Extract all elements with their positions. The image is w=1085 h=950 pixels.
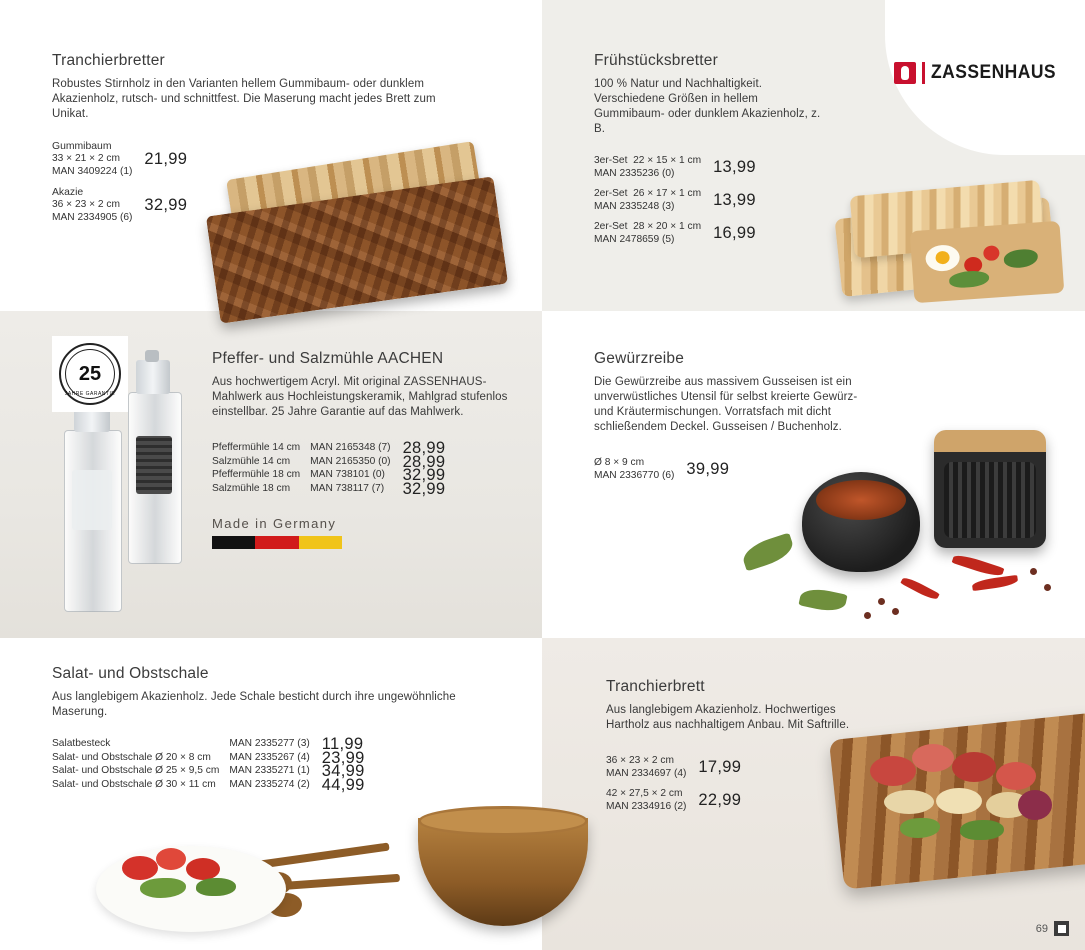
variant-article: MAN 738101 (0) (310, 469, 385, 480)
salad-leaf-image-1 (1003, 248, 1038, 268)
variant-cell (606, 755, 696, 781)
variant-cell (52, 140, 142, 179)
brand-logo (894, 62, 1067, 84)
platter-food-image-6 (936, 788, 982, 814)
variant-size: 36 × 23 × 2 cm (52, 199, 120, 210)
price-table (52, 140, 197, 225)
variant-article: MAN 3409224 (1) (52, 165, 133, 177)
salad-tomato-image-2 (156, 848, 186, 870)
product-description: 100 % Natur und Nachhaltigkeit. Verschiedene Größen in hellem Gummibaum- oder dunklem Akazienholz, z. B. (594, 78, 821, 135)
variant-price: 11,99 (321, 735, 364, 753)
product-block-fruehstuecksbretter (594, 52, 894, 247)
brand-name: ZASSENHAUS (931, 62, 1057, 83)
variant-cell (52, 186, 142, 225)
variant-cell (594, 155, 711, 181)
product-description: Aus hochwertigem Acryl. Mit original ZASSENHAUS-Mahlwerk aus Hochleistungskeramik, Mahlgrad stufenlos einstellbar. 25 Jahre Garantie auf das Mahlwerk. (212, 376, 508, 418)
variant-price: 13,99 (713, 158, 756, 177)
peppercorn-image-4 (1030, 568, 1037, 575)
variant-article: MAN 2336770 (6) (594, 469, 675, 481)
variant-label: Salatbesteck (52, 738, 111, 749)
spice-grater-lid-texture-image (944, 462, 1036, 538)
variant-price: 13,99 (713, 191, 756, 210)
variant-label-size: 2er-Set 28 × 20 × 1 cm (594, 221, 702, 232)
variant-price: 28,99 (402, 452, 446, 471)
variant-article: MAN 2335277 (3) (229, 738, 310, 749)
product-headline: Pfeffer- und Salzmühle AACHEN (212, 350, 444, 367)
salad-greens-image-2 (196, 878, 236, 896)
variant-article: MAN 2334905 (6) (52, 211, 133, 223)
breakfast-board-with-food-image (910, 221, 1065, 303)
product-block-muehle (212, 350, 532, 549)
variant-cell (594, 457, 684, 483)
warranty-seal-number: 25 (78, 363, 102, 385)
variant-label: Salzmühle 14 cm (212, 455, 291, 467)
price-table (212, 439, 455, 498)
price-table (606, 755, 751, 814)
zassenhaus-logo-icon (894, 62, 916, 84)
made-in-germany (212, 516, 532, 549)
pepper-mill-cap-image (136, 360, 170, 394)
peppercorn-image-2 (892, 608, 899, 615)
variant-price: 32,99 (144, 195, 188, 214)
variant-article: MAN 2334697 (4) (606, 767, 687, 779)
variant-label: Pfeffermühle 18 cm (212, 469, 301, 480)
product-description: Die Gewürzreibe aus massivem Gusseisen ist ein unverwüstliches Utensil für selbst kreierte Gewürz- und Kräutermischungen. Vorratsfach mit dicht schließendem Deckel. Gusseisen / Buchenholz. (594, 376, 858, 433)
egg-image (925, 244, 961, 272)
variant-article: MAN 2478659 (5) (594, 233, 675, 245)
logo-divider-icon (922, 62, 925, 84)
platter-food-image-10 (1018, 790, 1052, 820)
variant-title: Akazie (52, 187, 84, 198)
salad-plate-image (96, 846, 286, 932)
salad-tomato-image-1 (122, 856, 158, 880)
salt-fill-image (72, 470, 112, 530)
product-description: Aus langlebigem Akazienholz. Hochwertiges Hartholz aus nachhaltigem Anbau. Mit Saftrille. (606, 704, 850, 731)
variant-size: 36 × 23 × 2 cm (606, 755, 674, 766)
salad-leaf-image-2 (949, 270, 990, 289)
product-headline: Salat- und Obstschale (52, 665, 209, 682)
variant-price: 34,99 (321, 762, 365, 780)
made-in-germany-label: Made in Germany (212, 516, 337, 531)
variant-price: 16,99 (713, 224, 756, 243)
variant-article: MAN 2334916 (2) (606, 800, 687, 812)
variant-article: MAN 2335271 (1) (229, 765, 310, 776)
peppercorn-image-3 (864, 612, 871, 619)
platter-food-image-4 (996, 762, 1036, 790)
variant-cell (594, 221, 711, 247)
salad-tomato-image-3 (186, 858, 220, 880)
variant-label: Pfeffermühle 14 cm (212, 442, 301, 453)
variant-article: MAN 738117 (7) (310, 482, 385, 494)
product-block-gewuerzreibe (594, 350, 894, 483)
product-block-tranchierbrett (606, 678, 906, 814)
product-block-tranchierbretter (52, 52, 492, 225)
platter-food-image-2 (912, 744, 954, 772)
variant-price: 32,99 (402, 466, 446, 484)
variant-price: 44,99 (321, 775, 365, 794)
variant-label: Salat- und Obstschale Ø 20 × 8 cm (52, 751, 211, 763)
product-description: Aus langlebigem Akazienholz. Jede Schale besticht durch ihre ungewöhnliche Maserung. (52, 691, 456, 718)
pepper-mill-knob-image (145, 350, 159, 362)
salad-bowl-rim-image (418, 806, 588, 836)
variant-article: MAN 2165348 (7) (310, 442, 391, 453)
variant-size: 33 × 21 × 2 cm (52, 153, 120, 164)
product-headline: Frühstücksbretter (594, 52, 718, 69)
variant-label-size: 2er-Set 26 × 17 × 1 cm (594, 188, 702, 199)
variant-price: 22,99 (698, 791, 742, 810)
product-headline: Tranchierbretter (52, 52, 165, 69)
price-table (594, 155, 766, 247)
product-description: Robustes Stirnholz in den Varianten hellem Gummibaum- oder dunklem Akazienholz, rutsch- und schnittfest. Die Maserung macht jedes Brett zum Unikat. (52, 78, 436, 120)
variant-price: 32,99 (402, 479, 446, 498)
warranty-seal (52, 336, 128, 412)
page-number-value: 69 (1035, 922, 1048, 935)
spice-grater-content-image (816, 480, 906, 520)
warranty-seal-caption: JAHRE GARANTIE (64, 391, 116, 397)
pepper-fill-image (136, 436, 172, 494)
price-table (52, 735, 375, 794)
variant-label-size: 3er-Set 22 × 15 × 1 cm (594, 155, 702, 166)
variant-article: MAN 2165350 (0) (310, 455, 391, 467)
platter-food-image-3 (952, 752, 996, 782)
variant-cell (606, 788, 696, 814)
variant-title: Gummibaum (52, 141, 112, 152)
variant-price: 23,99 (321, 748, 365, 767)
variant-article: MAN 2335267 (4) (229, 751, 310, 763)
variant-article: MAN 2335236 (0) (594, 167, 675, 179)
product-block-salatschale (52, 665, 522, 792)
peppercorn-image-5 (1044, 584, 1051, 591)
german-flag-icon (212, 536, 342, 549)
peppercorn-image-1 (878, 598, 885, 605)
variant-article: MAN 2335248 (3) (594, 200, 675, 212)
price-table (594, 457, 739, 483)
variant-size: Ø 8 × 9 cm (594, 457, 645, 468)
page-number (1036, 921, 1069, 936)
variant-label: Salat- und Obstschale Ø 25 × 9,5 cm (52, 765, 220, 776)
variant-price: 21,99 (144, 149, 188, 168)
variant-price: 39,99 (686, 460, 730, 479)
warranty-seal-icon (59, 343, 121, 405)
page-marker-icon (1054, 921, 1069, 936)
variant-size: 42 × 27,5 × 2 cm (606, 788, 683, 799)
product-headline: Tranchierbrett (606, 678, 705, 695)
platter-food-image-9 (960, 820, 1004, 840)
variant-cell (594, 188, 711, 214)
variant-label: Salat- und Obstschale Ø 30 × 11 cm (52, 778, 216, 790)
tomato-image-2 (983, 245, 1000, 261)
variant-price: 28,99 (402, 439, 446, 457)
variant-article: MAN 2335274 (2) (229, 778, 310, 790)
product-headline: Gewürzreibe (594, 350, 685, 367)
variant-price: 17,99 (698, 758, 742, 777)
variant-label: Salzmühle 18 cm (212, 482, 291, 494)
